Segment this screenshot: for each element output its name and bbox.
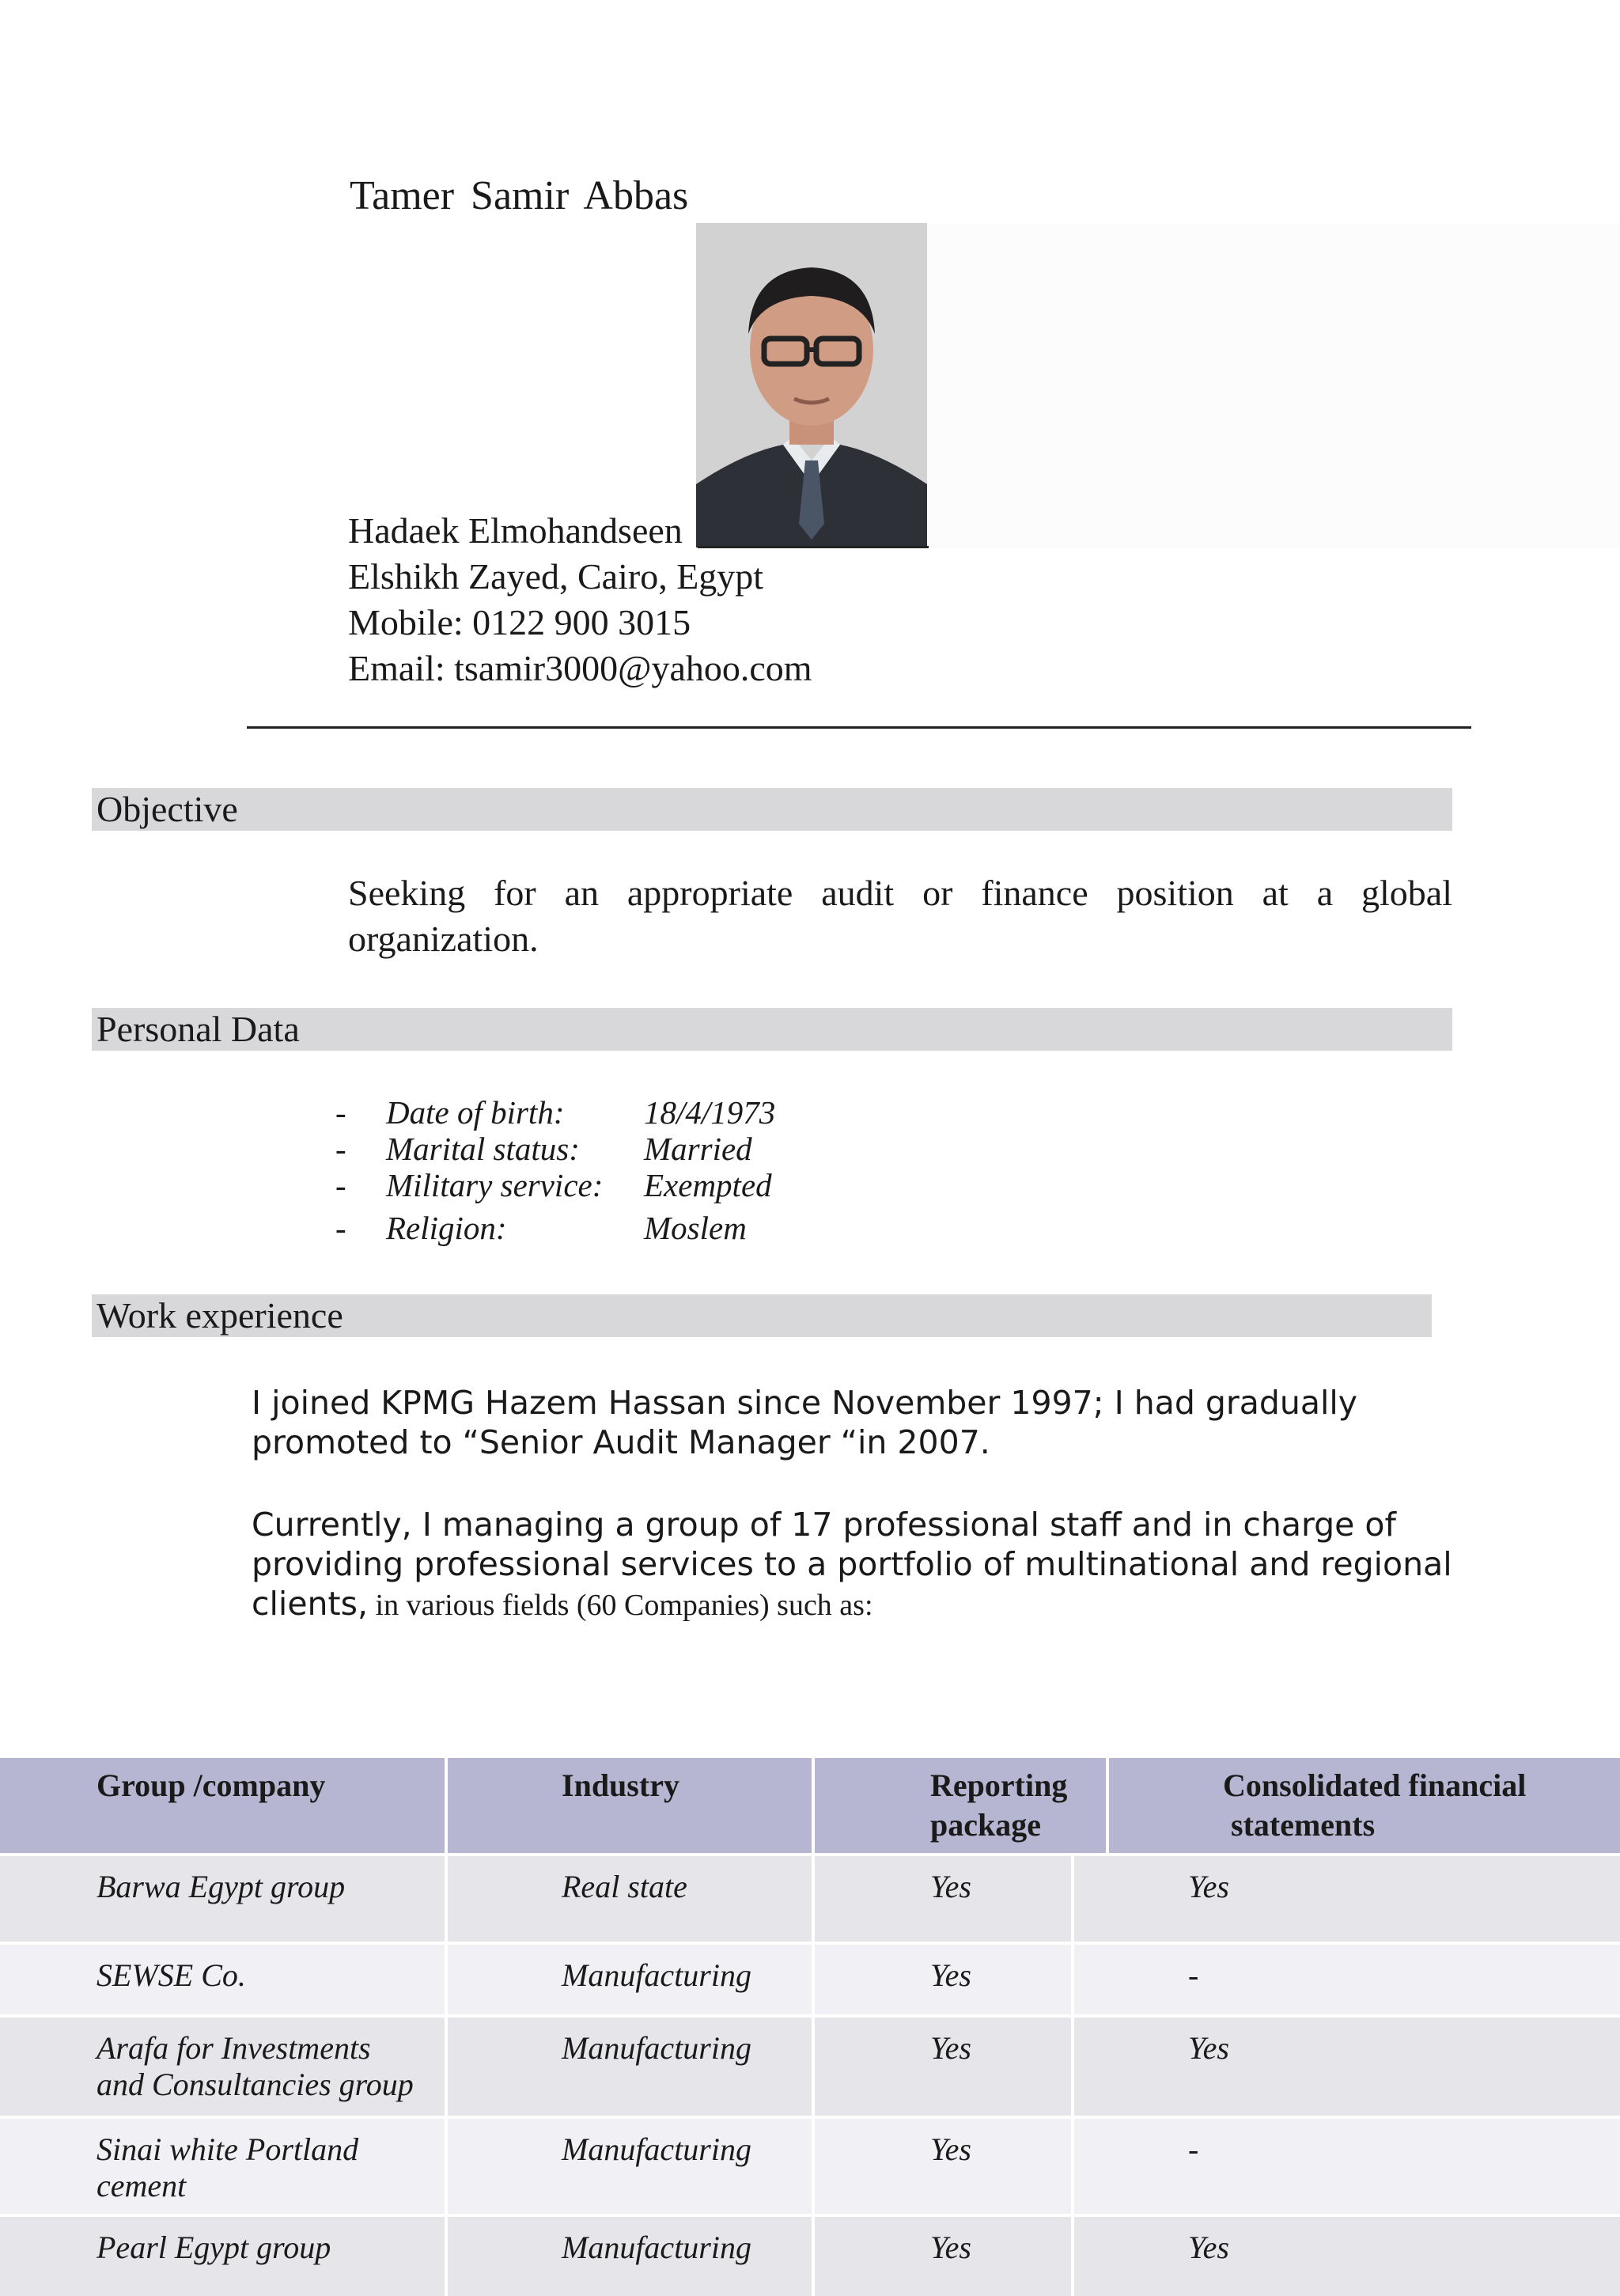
objective-text: Seeking for an appropriate audit or finance position at a global organization.	[348, 873, 1452, 959]
cell-industry: Manufacturing	[562, 1957, 751, 1993]
cell-consolidated: -	[1188, 2131, 1199, 2167]
table-row	[0, 1942, 1620, 2014]
personal-data-label: Religion:	[386, 1210, 507, 1246]
column-header-reporting: Reporting package	[930, 1767, 1068, 1843]
work-paragraph-2: Currently, I managing a group of 17 professional staff and in charge of providing professional services to a portfolio of multinational and regional clients, in various fields (60 Companies) such as:	[252, 1506, 1452, 1623]
cell-reporting: Yes	[930, 1957, 971, 1993]
cell-consolidated: Yes	[1188, 1869, 1229, 1904]
table-row	[0, 1853, 1620, 1942]
profile-photo	[696, 223, 927, 547]
work-paragraph-1: I joined KPMG Hazem Hassan since November 1997; I had gradually promoted to “Senior Audit Manager “in 2007.	[252, 1384, 1358, 1461]
cell-reporting: Yes	[930, 2230, 971, 2265]
cell-reporting: Yes	[930, 1869, 971, 1904]
cell-company: Sinai white Portland cement	[97, 2131, 359, 2203]
cell-consolidated: -	[1188, 1957, 1199, 1993]
personal-data-value: Married	[644, 1131, 752, 1167]
email-address[interactable]: Email: tsamir3000@yahoo.com	[348, 648, 812, 688]
mobile-number: Mobile: 0122 900 3015	[348, 602, 691, 642]
column-header-company: Group /company	[97, 1767, 326, 1803]
personal-data-label: Military service:	[386, 1167, 604, 1203]
personal-data-value: Exempted	[644, 1167, 772, 1203]
cell-reporting: Yes	[930, 2030, 971, 2066]
column-header-consolidated: Consolidated financial statements	[1223, 1767, 1527, 1843]
table-row	[0, 2214, 1620, 2296]
column-header-industry: Industry	[562, 1767, 679, 1803]
address-line-2: Elshikh Zayed, Cairo, Egypt	[348, 556, 764, 597]
table-header	[0, 1758, 1620, 1853]
cell-industry: Manufacturing	[562, 2030, 751, 2066]
cell-company: SEWSE Co.	[97, 1957, 246, 1993]
personal-data-value: Moslem	[644, 1210, 747, 1246]
cell-industry: Manufacturing	[562, 2131, 751, 2167]
section-heading-objective: Objective	[92, 788, 1452, 831]
portrait-image	[696, 223, 927, 547]
cell-consolidated: Yes	[1188, 2030, 1229, 2066]
personal-data-label: Date of birth:	[386, 1094, 565, 1131]
cell-company: Arafa for Investments and Consultancies group	[97, 2030, 414, 2102]
table-row	[0, 2116, 1620, 2214]
cell-consolidated: Yes	[1188, 2230, 1229, 2265]
header-divider	[247, 726, 1471, 729]
section-heading-work-experience: Work experience	[92, 1294, 1432, 1337]
cell-company: Pearl Egypt group	[97, 2230, 331, 2265]
cell-industry: Manufacturing	[562, 2230, 751, 2265]
clients-table	[0, 1758, 1620, 2296]
section-heading-personal-data: Personal Data	[92, 1008, 1452, 1051]
contact-block	[348, 508, 812, 691]
photo-backdrop	[927, 223, 1620, 547]
candidate-name: Tamer Samir Abbas	[350, 173, 689, 218]
personal-data-label: Marital status:	[386, 1131, 580, 1167]
table-row	[0, 2014, 1620, 2116]
cell-reporting: Yes	[930, 2131, 971, 2167]
cell-company: Barwa Egypt group	[97, 1869, 346, 1904]
cell-industry: Real state	[562, 1869, 687, 1904]
address-line-1: Hadaek Elmohandseen	[348, 510, 683, 551]
personal-data-value: 18/4/1973	[644, 1094, 776, 1131]
